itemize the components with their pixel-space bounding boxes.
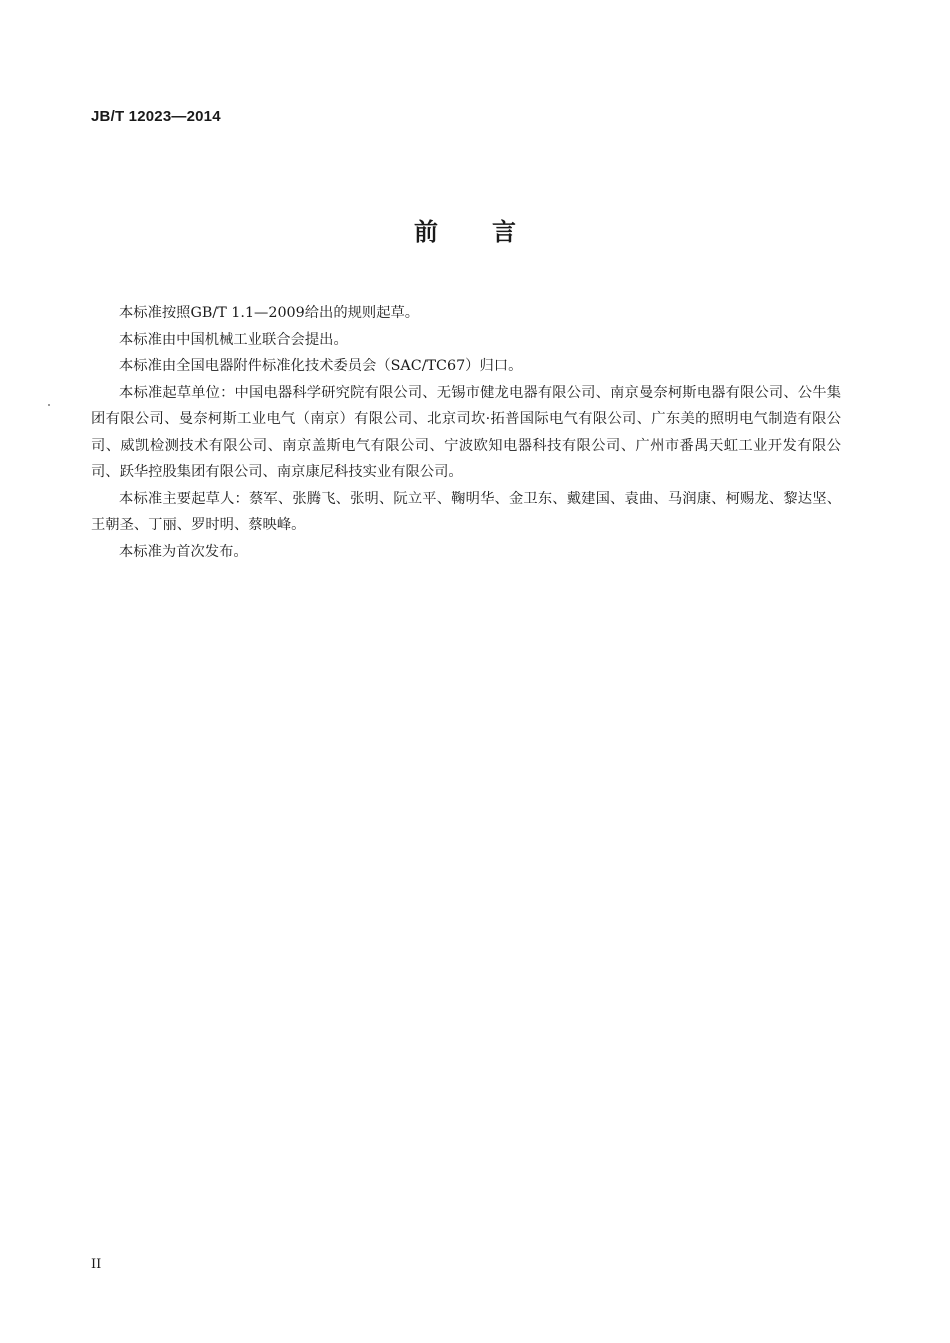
document-code: JB/T 12023—2014	[91, 108, 221, 125]
paragraph-drafting-rules: 本标准按照GB/T 1.1—2009给出的规则起草。	[119, 305, 420, 321]
paragraph-technical-committee: 本标准由全国电器附件标准化技术委员会（SAC/TC67）归口。	[119, 358, 523, 374]
paragraph-proposer: 本标准由中国机械工业联合会提出。	[119, 331, 348, 348]
page-title: 前言	[414, 218, 570, 246]
paragraph-main-drafters: 本标准主要起草人：蔡军、张腾飞、张明、阮立平、鞠明华、金卫东、戴建国、袁曲、马润康、柯赐龙、黎达坚、王朝圣、丁丽、罗时明、蔡映峰。	[91, 490, 841, 533]
page-number: II	[91, 1257, 102, 1272]
foreword-body	[91, 300, 841, 565]
paragraph-first-issue: 本标准为首次发布。	[119, 543, 248, 560]
paragraph-drafting-organizations: 本标准起草单位：中国电器科学研究院有限公司、无锡市健龙电器有限公司、南京曼奈柯斯电器有限公司、公牛集团有限公司、曼奈柯斯工业电气（南京）有限公司、北京司坎·拓普国际电气有限公司、广东美的照明电气制造有限公司、威凯检测技术有限公司、南京盖斯电气有限公司、宁波欧知电器科技有限公司、广州市番禺天虹工业开发有限公司、跃华控股集团有限公司、南京康尼科技实业有限公司。	[91, 384, 841, 480]
margin-mark	[48, 404, 50, 406]
